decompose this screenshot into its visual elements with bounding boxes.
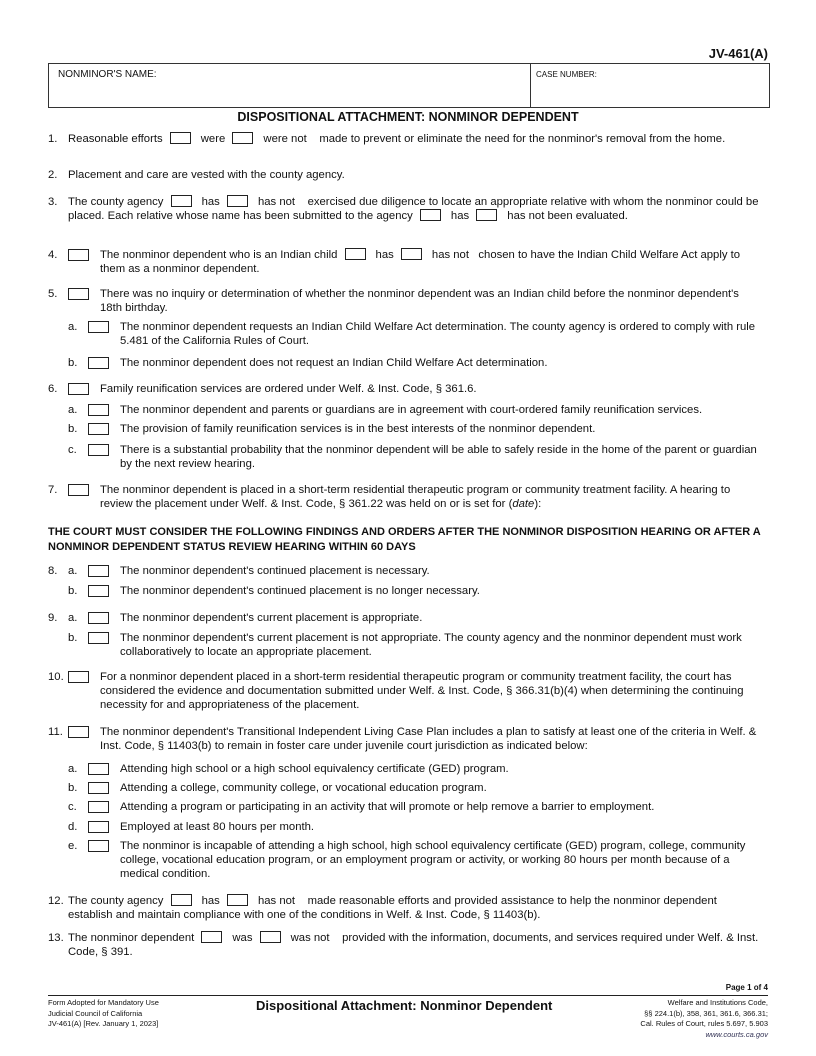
form-number: JV-461(A)	[708, 46, 768, 61]
checkbox-item-11e[interactable]	[88, 840, 109, 852]
item-3: 3. The county agency has has not exercised due diligence to locate an appropriate relative with whom the nonminor could be placed. Each relative whose name has been submitted to the agency has has not been evaluated.	[48, 196, 759, 223]
footer-right: Welfare and Institutions Code, §§ 224.1(b), 358, 361, 361.6, 366.31; Cal. Rules of Court, rules 5.697, 5.903 www.courts.ca.gov	[640, 998, 768, 1039]
checkbox-has[interactable]	[345, 248, 366, 260]
checkbox-item-11a[interactable]	[88, 763, 109, 775]
checkbox-has[interactable]	[171, 894, 192, 906]
checkbox-item-4[interactable]	[68, 249, 89, 261]
case-number-field[interactable]: CASE NUMBER:	[536, 70, 597, 79]
checkbox-has[interactable]	[171, 195, 192, 207]
item-6c: c. There is a substantial probability that the nonminor dependent will be able to safely reside in the home of the parent or guardian by the next review hearing.	[68, 444, 757, 471]
checkbox-item-6a[interactable]	[88, 404, 109, 416]
checkbox-has-not[interactable]	[227, 195, 248, 207]
checkbox-item-5[interactable]	[68, 288, 89, 300]
footer-divider	[48, 995, 768, 996]
item-6b: b. The provision of family reunification services is in the best interests of the nonminor dependent.	[68, 423, 596, 435]
checkbox-was-not[interactable]	[260, 931, 281, 943]
checkbox-item-11b[interactable]	[88, 782, 109, 794]
nonminor-name-field[interactable]: NONMINOR'S NAME:	[58, 69, 157, 80]
item-9b: b. The nonminor dependent's current placement is not appropriate. The county agency and the nonminor dependent must work collaboratively to locate an appropriate placement.	[68, 632, 742, 659]
item-11e: e. The nonminor is incapable of attending a high school, high school equivalency certificate (GED) program, college, community college, vocational education program, or an employment program or activity, or working 80 hours per month because of a medical condition.	[68, 840, 746, 881]
checkbox-relative-has[interactable]	[420, 209, 441, 221]
item-13: 13. The nonminor dependent was was not provided with the information, documents, and services required under Welf. & Inst. Code, § 391.	[48, 932, 759, 959]
item-11: 11. The nonminor dependent's Transitional Independent Living Case Plan includes a plan to satisfy at least one of the criteria in Welf. & Inst. Code, § 11403(b) to remain in foster care under juvenile court jurisdiction as indicated below:	[48, 726, 757, 753]
courts-website-link[interactable]: www.courts.ca.gov	[705, 1029, 768, 1039]
item-10: 10. For a nonminor dependent placed in a short-term residential therapeutic program or community treatment facility, the court has considered the evidence and documentation submitted under Welf. & Inst. Code, § 366.31(b)(4) when determining the continuing necessity for and appropriateness of the placement.	[48, 671, 744, 712]
section-heading: THE COURT MUST CONSIDER THE FOLLOWING FINDINGS AND ORDERS AFTER THE NONMINOR DISPOSITION HEARING OR AFTER A NONMINOR DEPENDENT STATUS REVIEW HEARING WITHIN 60 DAYS	[48, 526, 761, 553]
page-title: DISPOSITIONAL ATTACHMENT: NONMINOR DEPENDENT	[237, 110, 579, 124]
checkbox-was[interactable]	[201, 931, 222, 943]
caption-box	[48, 63, 770, 108]
checkbox-item-11c[interactable]	[88, 801, 109, 813]
checkbox-item-5b[interactable]	[88, 357, 109, 369]
checkbox-has-not[interactable]	[401, 248, 422, 260]
item-11a: a. Attending high school or a high school equivalency certificate (GED) program.	[68, 763, 509, 775]
checkbox-item-8b[interactable]	[88, 585, 109, 597]
checkbox-has-not[interactable]	[227, 894, 248, 906]
item-2: 2. Placement and care are vested with the county agency.	[48, 169, 345, 181]
item-5a: a. The nonminor dependent requests an Indian Child Welfare Act determination. The county agency is ordered to comply with rule 5.481 of the California Rules of Court.	[68, 321, 756, 348]
checkbox-item-6c[interactable]	[88, 444, 109, 456]
page-number: Page 1 of 4	[725, 983, 768, 992]
item-5b: b. The nonminor dependent does not request an Indian Child Welfare Act determination.	[68, 357, 548, 369]
checkbox-relative-has-not[interactable]	[476, 209, 497, 221]
checkbox-item-5a[interactable]	[88, 321, 109, 333]
item-8a: 8. a. The nonminor dependent's continued placement is necessary.	[48, 565, 430, 577]
item-11c: c. Attending a program or participating in an activity that will promote or help remove a barrier to employment.	[68, 801, 655, 813]
checkbox-item-10[interactable]	[68, 671, 89, 683]
item-11d: d. Employed at least 80 hours per month.	[68, 821, 315, 833]
item-11b: b. Attending a college, community college, or vocational education program.	[68, 782, 487, 794]
item-4: 4. The nonminor dependent who is an Indian child has has not chosen to have the Indian Child Welfare Act apply to them as a nonminor dependent.	[48, 249, 741, 276]
checkbox-were[interactable]	[170, 132, 191, 144]
item-8b: b. The nonminor dependent's continued placement is no longer necessary.	[68, 585, 480, 597]
checkbox-item-7[interactable]	[68, 484, 89, 496]
item-12: 12. The county agency has has not made reasonable efforts and provided assistance to help the nonminor dependent establish and maintain compliance with one of the conditions in Welf. & Inst. Code, § 11403(b).	[48, 895, 717, 922]
item-6: 6. Family reunification services are ordered under Welf. & Inst. Code, § 361.6.	[48, 383, 477, 395]
checkbox-item-8a[interactable]	[88, 565, 109, 577]
checkbox-item-9b[interactable]	[88, 632, 109, 644]
checkbox-item-6[interactable]	[68, 383, 89, 395]
item-7: 7. The nonminor dependent is placed in a short-term residential therapeutic program or community treatment facility. A hearing to review the placement under Welf. & Inst. Code, § 361.22 was held on or is set for (date):	[48, 484, 731, 511]
checkbox-item-11d[interactable]	[88, 821, 109, 833]
item-1: 1. Reasonable efforts were were not made to prevent or eliminate the need for the nonminor's removal from the home.	[48, 133, 726, 145]
checkbox-were-not[interactable]	[232, 132, 253, 144]
checkbox-item-11[interactable]	[68, 726, 89, 738]
item-5: 5. There was no inquiry or determination of whether the nonminor dependent was an Indian child before the nonminor dependent's 18th birthday.	[48, 288, 739, 315]
item-9a: 9. a. The nonminor dependent's current placement is appropriate.	[48, 612, 423, 624]
footer-title: Dispositional Attachment: Nonminor Dependent	[256, 998, 553, 1013]
footer-left: Form Adopted for Mandatory Use Judicial Council of California JV-461(A) [Rev. January 1, 2023]	[48, 998, 159, 1028]
checkbox-item-6b[interactable]	[88, 423, 109, 435]
checkbox-item-9a[interactable]	[88, 612, 109, 624]
item-6a: a. The nonminor dependent and parents or guardians are in agreement with court-ordered family reunification services.	[68, 404, 703, 416]
